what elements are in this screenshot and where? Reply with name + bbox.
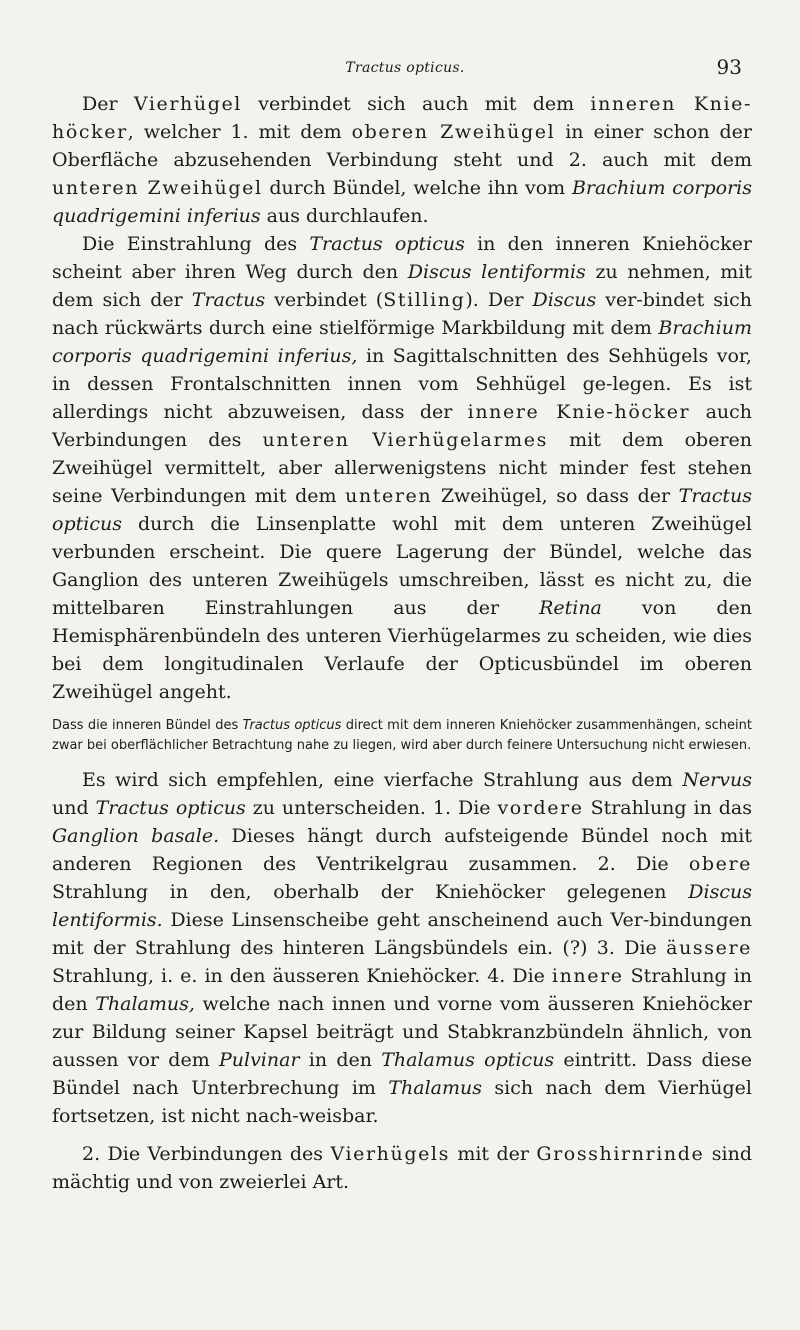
italic-term: Tractus opticus <box>309 233 465 255</box>
text-run: verbindet ( <box>265 289 384 311</box>
text-run: Es wird sich empfehlen, eine vierfache Strahlung aus dem <box>82 769 683 791</box>
italic-term: Discus <box>532 289 597 311</box>
text-run: eintritt. Dass diese Bündel nach Unterbrechung im <box>52 1049 753 1099</box>
text-run: sind mächtig und von zweierlei Art. <box>52 1143 752 1193</box>
italic-term: Thalamus <box>388 1077 482 1099</box>
text-run: Dass die inneren Bündel des <box>52 718 243 733</box>
text-run: ver-bindet sich nach rückwärts durch eine stielförmige Markbildung mit dem <box>52 289 752 339</box>
text-run: in Sagittalschnitten des Sehhügels vor, in dessen Frontalschnitten innen vom Sehhügel ge-legen. Es ist allerdings nicht abzuweisen, dass der <box>52 345 752 423</box>
text-run: in den inneren Kniehöcker scheint aber ihren Weg durch den <box>52 233 752 283</box>
text-run: mit der <box>449 1143 537 1165</box>
text-run: zu nehmen, mit dem sich der <box>52 261 752 311</box>
paragraph-4 <box>52 1140 752 1196</box>
spaced-term: innere Knie-höcker <box>467 401 691 423</box>
text-run: Strahlung, i. e. in den äusseren Kniehöcker. 4. Die <box>52 965 552 987</box>
italic-term: Brachium corporis quadrigemini inferius <box>52 177 752 227</box>
text-run: ). Der <box>465 289 533 311</box>
spaced-term: obere <box>688 853 752 875</box>
note-paragraph <box>52 716 752 756</box>
text-run: mit dem oberen Zweihügel vermittelt, aber allerwenigstens nicht minder fest stehen seine Verbindungen mit dem <box>52 429 753 507</box>
text-run: durch die Linsenplatte wohl mit dem unteren Zweihügel verbunden erscheint. Die quere Lagerung der Bündel, welche das Ganglion des unteren Zweihügels umschreiben, lässt es nicht zu, die mittelbaren Einstrahlungen aus der <box>52 513 752 619</box>
spaced-term: Vierhügels <box>330 1143 450 1165</box>
spaced-term: inneren Knie-höcker <box>52 93 752 143</box>
text-run: aus durchlaufen. <box>260 205 429 227</box>
spaced-term: Vierhügel <box>133 93 242 115</box>
text-run: Der <box>82 93 134 115</box>
italic-term: Pulvinar <box>218 1049 300 1071</box>
text-run: sich nach dem Vierhügel fortsetzen, ist nicht nach-weisbar. <box>52 1077 752 1127</box>
text-run: 2. Die Verbindungen des <box>82 1143 331 1165</box>
text-run: Dieses hängt durch aufsteigende Bündel noch mit anderen Regionen des Ventrikelgrau zusammen. 2. Die <box>52 825 753 875</box>
text-run: in den <box>299 1049 382 1071</box>
italic-term: Retina <box>539 597 602 619</box>
italic-term: Ganglion basale. <box>52 825 220 847</box>
italic-term: Thalamus opticus <box>381 1049 555 1071</box>
paragraph-2 <box>52 230 752 706</box>
text-run: Die Einstrahlung des <box>82 233 310 255</box>
text-run: , welcher 1. mit dem <box>127 121 352 143</box>
text-run: zu unterscheiden. 1. Die <box>245 797 498 819</box>
text-run: direct mit dem inneren Kniehöcker zusammenhängen, scheint zwar bei oberflächlicher Betrachtung nahe zu liegen, wird aber durch feinere Untersuchung nicht erwiesen. <box>52 718 752 753</box>
spaced-term: oberen Zweihügel <box>351 121 556 143</box>
spaced-term: unteren Zweihügel <box>52 177 263 199</box>
spaced-term: Grosshirnrinde <box>536 1143 705 1165</box>
italic-term: Thalamus, <box>95 993 195 1015</box>
spaced-term: äussere <box>666 937 752 959</box>
text-run: Diese Linsenscheibe geht anscheinend auch Ver-bindungen mit der Strahlung des hinteren Längsbündels ein. (?) 3. Die <box>52 909 752 959</box>
body-text <box>52 90 752 1196</box>
text-run: welche nach innen und vorne vom äusseren Kniehöcker zur Bildung seiner Kapsel beiträgt und Stabkranzbündeln ähnlich, von aussen vor dem <box>52 993 752 1071</box>
text-run: und <box>52 797 96 819</box>
italic-term: Discus lentiformis. <box>52 881 752 931</box>
text-run: in einer schon der Oberfläche abzusehenden Verbindung steht und 2. auch mit dem <box>52 121 753 171</box>
text-run: Strahlung in das <box>583 797 752 819</box>
text-run: Zweihügel, so dass der <box>432 485 679 507</box>
author-name: Stilling <box>383 289 466 311</box>
running-head: Tractus opticus. <box>345 60 465 76</box>
text-run: Strahlung in den <box>52 965 753 1015</box>
text-run: durch Bündel, welche ihn vom <box>262 177 572 199</box>
spaced-term: unteren <box>345 485 433 507</box>
italic-term: Tractus <box>191 289 266 311</box>
italic-term: Tractus opticus <box>52 485 753 535</box>
paragraph-1 <box>52 90 752 230</box>
text-run: auch Verbindungen des <box>52 401 753 451</box>
italic-term: Tractus opticus <box>242 718 342 733</box>
text-run: verbindet sich auch mit dem <box>241 93 591 115</box>
paragraph-3 <box>52 766 752 1130</box>
italic-term: Brachium corporis quadrigemini inferius, <box>52 317 752 367</box>
italic-term: Nervus <box>682 769 752 791</box>
spaced-term: innere <box>551 965 624 987</box>
spaced-term: vordere <box>497 797 584 819</box>
text-run: Strahlung in den, oberhalb der Kniehöcker gelegenen <box>52 881 689 903</box>
page-number: 93 <box>716 55 742 79</box>
italic-term: Tractus opticus <box>95 797 246 819</box>
text-run: von den Hemisphärenbündeln des unteren Vierhügelarmes zu scheiden, wie dies bei dem longitudinalen Verlaufe der Opticusbündel im oberen Zweihügel angeht. <box>52 597 752 703</box>
italic-term: Discus lentiformis <box>407 261 586 283</box>
spaced-term: unteren Vierhügelarmes <box>262 429 548 451</box>
